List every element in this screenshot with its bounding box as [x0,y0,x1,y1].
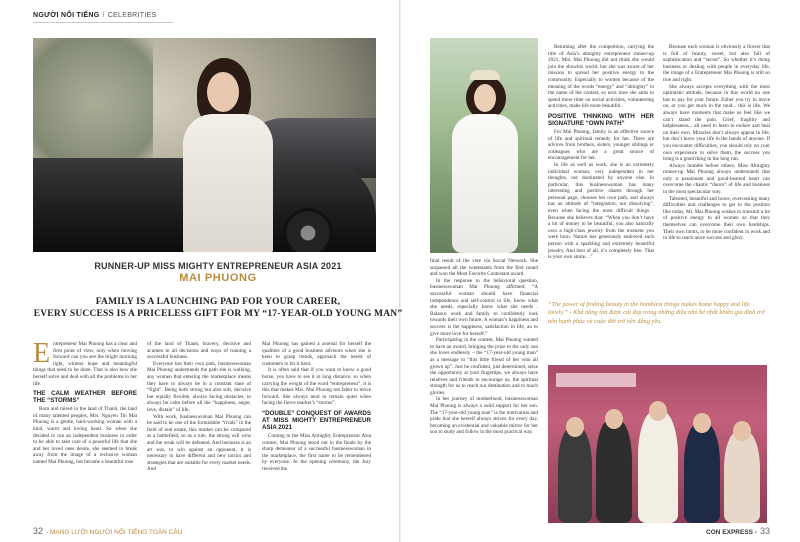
paragraph: In the response to the behavioral question, businesswoman Mai Phuong affirmed: “A successful woman should have financial independence and self-control in life, know what she needs, especially know what she needs . Balance work and family to confidently look towards their own future. A woman’s happiness and success is the happiness, satisfaction in life, an to give more love for herself.” [430,277,538,337]
portrait-photo [430,38,538,253]
article-kicker: RUNNER-UP MISS MIGHTY ENTREPRENEUR ASIA 2021 [94,261,342,271]
section-label: NGƯỜI NỔI TIẾNG [33,12,100,19]
subsection-label: CELEBRITIES [107,12,157,19]
group-photo [548,365,767,523]
lede-line-1: FAMILY IS A LAUNCHING PAD FOR YOUR CAREER, [95,297,341,307]
column-1 [33,341,137,519]
footer-right [706,526,770,536]
paragraph: For Mai Phuong, family is an effective source of life and spiritual remedy for her. There are advices from brothers, sisters, younger siblings or colleagues who are a great source of encouragement for her. [548,128,654,162]
intro-paragraph: ntrepreneur Mai Phuong has a clear and firm point of view, only when moving forward can you see the bright morning light, witness hope and meaningful things that need to be done. That is also how she herself solve and deal with all the problems in her life. [33,341,137,387]
footer-left [33,526,182,536]
paragraph: In her journey of motherhood, businesswoman Mai Phuong is always a solid support for her son. The “17-year-old young man” is the motivation and pride that she herself always strives for every day, becoming an existential and valuable mirror for her son to study and follow in the most practical way. [430,396,538,436]
paragraph: She always accepts everything with the most optimistic attitude, because in this world no one has to pay for your future. Either you try to move on, or you get stuck in the mud... this is life. We always have moments that make us feel like we can’t stand the pain. Grief, fragility and helplessness... all need to learn to endure and heal on their own. Miracles don’t always appear in life, but don’t leave your life in the hands of anyone. If you encounter difficulties, you should rely on your own experience to solve them, the success you bring is a good thing in the long run. [663,83,770,163]
paragraph: final result of the vote via Social Network. She surpassed all the contestants from the first round and won the Most Favorite Contestant award. [430,258,538,278]
article-lede [33,296,403,320]
page-number-right: 33 [759,526,770,536]
paragraph: Always humble before others, Miss Almighty runner-up Mai Phuong always understands that only a passionate and good-hearted heart can overcome the chaotic “dance” of life and business in the most spectacular way. [663,162,770,196]
column-6 [663,44,770,290]
pull-quote: “The power of finding beauty in the humblest things makes home happy and life lovely.” - Khả năng tìm được cái đẹp trong những điều nhỏ bé nhất khiến gia đình trở nên hạnh phúc và cuộc đời trở nên đáng yêu. [548,301,765,325]
column-4 [430,258,538,520]
paragraph: Coming to the Miss Almighty Entrepreneur Asia contest, Mai Phuong stood out in the finale by the sharp demeanor of a successful businesswoman in the marketplace, the first name to be remembered by everyone. At the opening ceremony, the Jury received the [262,432,371,472]
paragraph: With work, businesswoman Mai Phuong can be said to be one of the formidable “rivals” in the field of real estate, this market can be compared as a battlefield, so as a rule, the strong will wins and the weak will be defeated. And business is an art war, to win against an opponent, it is necessary to have different and new tactics and strategies that are suitable for every market needs. And [147,413,251,473]
column-2 [147,341,251,519]
subheading-calm-weather: THE CALM WEATHER BEFORE THE “STORMS” [33,390,137,405]
paragraph: Mai Phuong has gained a arsenal for herself the qualities of a good business advisors when she is keen to grasp trends, approach the needs of customers to hit it hard. [262,341,371,367]
page-gutter [399,0,401,542]
subheading-double-conquest: “DOUBLE” CONQUEST OF AWARDS AT MISS MIGHTY ENTREPRENEUR ASIA 2021 [262,409,371,431]
paragraph: It is often said that if you want to know a good horse, you have to see it in long distance, so when carrying the weight of the word “entrepreneur”, it is this that makes Mrs. Mai Phuong not falter to move forward. She always tend to remain quiet when facing the fierce market’s “storms”. [262,367,371,407]
section-separator: / [102,12,105,19]
paragraph: Born and raised in the land of Thanh, the land of many talented peoples, Mrs. Nguyen Thi Mai Phuong is a gentle, hard-working woman with a kind, warm and loving heart. So when she decided to run an independent business in order to be able to take care of a peaceful life that she and her loved ones desire, she seemed to break away from the image of a reclusive woman named Mai Phuong, but became a beautiful rose [33,406,137,465]
section-rule [33,22,173,23]
footer-publication-left: - MẠNG LƯỚI NGƯỜI NỔI TIẾNG TOÀN CẦU [46,529,183,536]
drop-cap: E [33,341,51,369]
column-5 [548,44,654,292]
paragraph: Talented, beautiful and brave, overcoming many difficulties and challenges to get to the position like today, Mr. Mai Phuong wishes to transmit a lot of positive energy to all women so that they themselves can overcome their own hardships. Their own limits, to be more confident in work and in life to reach more success and glory. [663,195,770,242]
page-number-left: 32 [33,526,44,536]
subheading-positive-thinking: POSITIVE THINKING WITH HER SIGNATURE “OWN PATH” [548,112,654,127]
footer-brand-right: CON EXPRESS - [706,529,757,536]
column-3 [262,341,371,519]
paragraph: In life as well as work, she is an extremely individual woman, very independent in her thoughts, not dominated by anyone else. In particular, this businesswoman has many interesting and positive shares through her personal page, chooses her own path, and always has an attitude of “integration, not dissolving”, even when facing the most difficult things . Because she believes that: “When you don’t have a lot of money to be beautiful, you also naturally own a high-class jewelry from the moment you were born. Nature has generously endowed each person with a sparkling and extremely beautiful jewelry. And best of all, it’s completely free. That is your own smile…” [548,161,654,261]
paragraph: Participating in the contest, Mai Phuong wanted to have an award, bringing the prize to the only son she loves endlessly – the “17-year-old young man” as a message to “this little friend of her who all grown up”. Just be confident, just determined, seize the opportunity at your fingertips, we always have relatives and friends to encourage us, the spiritual strength for us to reach our destination and to touch glories. [430,337,538,396]
paragraph: Everyone has their own path, businesswoman Mai Phuong understands the path she is walking, any women that entering the marketplace means they have to always be in a constant state of “fight”. Being both strong but also soft, decisive but equally flexible, always facing obstacles, to always be calm before all the “happiness, anger, love, distain” of life. [147,360,251,413]
lede-line-2: EVERY SUCCESS IS A PRICELESS GIFT FOR MY “17-YEAR-OLD YOUNG MAN” [33,309,403,319]
section-header [33,12,157,19]
paragraph: Returning after the competition, carrying the title of Asia’s almighty entrepreneur runner-up 2021, Mrs. Mai Phuong did not think she would join the showbiz world, but she was aware of her mission to spread her positive energy to the community. Especially to women because of the meaning of the words “energy” and “almighty” in the name of the contest, so next time she aims to spend more time on social activities, volunteering activities, make life more beautiful. [548,44,654,110]
woman-figure [183,58,273,252]
main-photo [33,38,376,252]
paragraph: Because each woman is obviously a flower that is full of beauty, sweet, but also full of sophistication and “secret”. So whether it’s doing business or dealing with people in everyday life, the image of a Entrepreneur Mai Phuong is still so true and right. [663,44,770,83]
article-name: MAI PHUONG [179,272,257,284]
paragraph: of the land of Thanh, bravery, decisive and acumen in all decisions and ways of running a successful business. [147,341,251,361]
